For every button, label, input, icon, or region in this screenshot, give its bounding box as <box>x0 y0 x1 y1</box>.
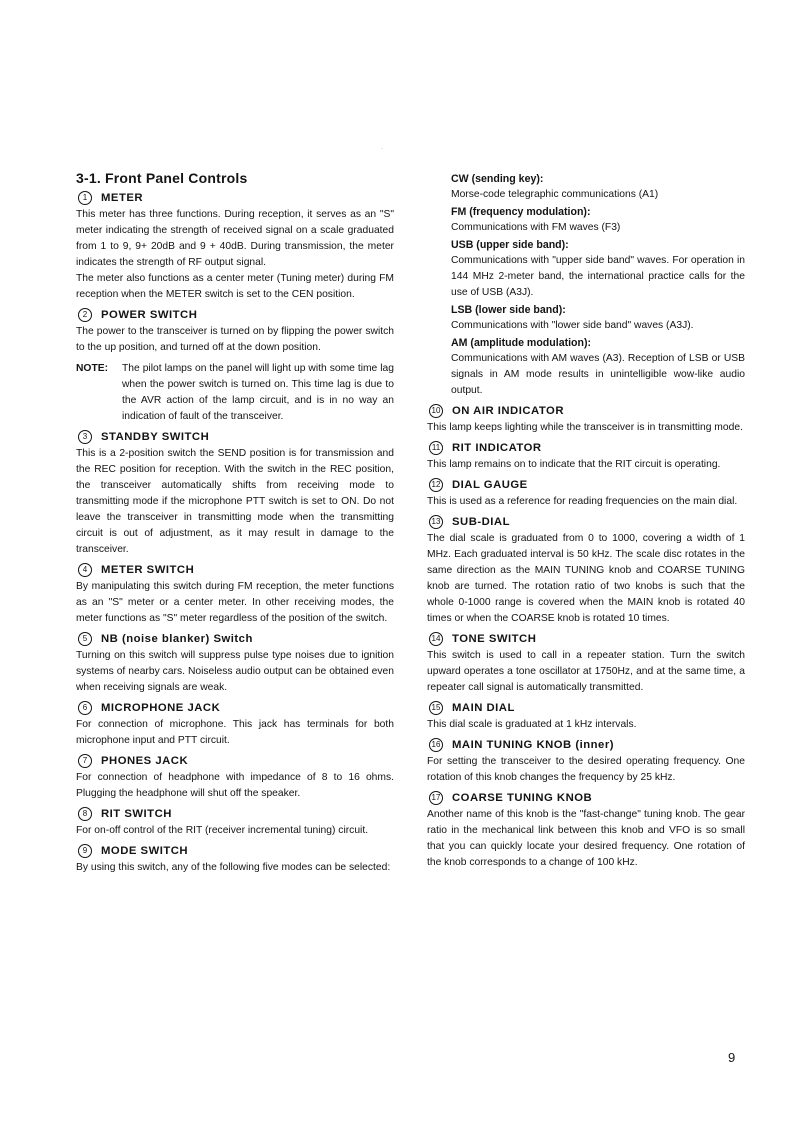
stray-mark: · <box>381 146 383 152</box>
heading-text: TONE SWITCH <box>452 633 537 645</box>
item-number-icon: 6 <box>78 701 92 715</box>
heading-phones-jack <box>76 754 394 768</box>
heading-coarse-tuning-knob <box>427 791 745 805</box>
item-number-icon: 7 <box>78 754 92 768</box>
heading-text: RIT INDICATOR <box>452 442 542 454</box>
item-number-icon: 3 <box>78 430 92 444</box>
item-number-icon: 4 <box>78 563 92 577</box>
paragraph: This lamp remains on to indicate that the RIT circuit is operating. <box>427 459 721 470</box>
paragraph: This switch is used to call in a repeater station. Turn the switch upward operates a tone oscillator at 1750Hz, and at the same time, a repeater call signal is automatically transmitted. <box>427 650 745 693</box>
paragraph: This dial scale is graduated at 1 kHz intervals. <box>427 719 637 730</box>
paragraph: For on-off control of the RIT (receiver incremental tuning) circuit. <box>76 825 369 836</box>
paragraph: By manipulating this switch during FM reception, the meter functions as an "S" meter or a center meter. In other receiving modes, the meter functions as "S" meter regardless of the position of the switch. <box>76 581 394 624</box>
mode-heading: USB (upper side band): <box>451 239 569 251</box>
paragraph: Turning on this switch will suppress pulse type noises due to ignition systems of nearby cars. Noiseless audio output can be obtained even when receiving signals are weak. <box>76 650 394 693</box>
note-block <box>76 361 394 425</box>
heading-text: METER SWITCH <box>101 564 195 576</box>
item-number-icon: 16 <box>429 738 443 752</box>
heading-text: ON AIR INDICATOR <box>452 405 564 417</box>
heading-main-tuning-knob <box>427 738 745 752</box>
heading-meter <box>76 191 394 205</box>
paragraph: This lamp keeps lighting while the transceiver is in transmitting mode. <box>427 422 743 433</box>
heading-text: MAIN TUNING KNOB (inner) <box>452 739 614 751</box>
item-number-icon: 1 <box>78 191 92 205</box>
heading-text: MICROPHONE JACK <box>101 702 221 714</box>
item-number-icon: 12 <box>429 478 443 492</box>
item-number-icon: 9 <box>78 844 92 858</box>
heading-main-dial <box>427 701 745 715</box>
item-number-icon: 14 <box>429 632 443 646</box>
item-number-icon: 17 <box>429 791 443 805</box>
heading-text: COARSE TUNING KNOB <box>452 792 593 804</box>
heading-mode-switch <box>76 844 394 858</box>
heading-text: SUB-DIAL <box>452 516 510 528</box>
heading-text: METER <box>101 192 144 204</box>
heading-text: NB (noise blanker) Switch <box>101 633 253 645</box>
heading-text: MODE SWITCH <box>101 845 189 857</box>
item-number-icon: 10 <box>429 404 443 418</box>
heading-text: MAIN DIAL <box>452 702 515 714</box>
paragraph: The power to the transceiver is turned on by flipping the power switch to the up position, and turned off at the down position. <box>76 326 394 353</box>
paragraph: Another name of this knob is the "fast-change" tuning knob. The gear ratio in the mechanical link between this knob and VFO is so small that you can quickly locate your desired frequency. One rotation of the knob corresponds to a change of 100 kHz. <box>427 809 745 868</box>
item-number-icon: 15 <box>429 701 443 715</box>
heading-on-air-indicator <box>427 404 745 418</box>
mode-text: Communications with FM waves (F3) <box>451 222 621 233</box>
heading-dial-gauge <box>427 478 745 492</box>
paragraph: This is used as a reference for reading frequencies on the main dial. <box>427 496 738 507</box>
mode-heading: AM (amplitude modulation): <box>451 337 592 349</box>
heading-meter-switch <box>76 563 394 577</box>
heading-text: PHONES JACK <box>101 755 189 767</box>
heading-tone-switch <box>427 632 745 646</box>
heading-text: STANDBY SWITCH <box>101 431 210 443</box>
mode-heading: FM (frequency modulation): <box>451 206 591 218</box>
right-column <box>427 170 745 871</box>
paragraph: The meter also functions as a center meter (Tuning meter) during FM reception when the METER switch is set to the CEN position. <box>76 273 394 300</box>
mode-entry <box>451 302 745 334</box>
note-label: NOTE: <box>76 363 109 374</box>
left-column <box>76 170 394 876</box>
paragraph: For connection of headphone with impedance of 8 to 16 ohms. Plugging the headphone will shut off the speaker. <box>76 772 394 799</box>
paragraph: By using this switch, any of the following five modes can be selected: <box>76 862 391 873</box>
mode-heading: LSB (lower side band): <box>451 304 566 316</box>
paragraph: This is a 2-position switch the SEND position is for transmission and the REC position for reception. With the switch in the REC position, the transceiver automatically shifts from receiving mode to transmitting mode if the microphone PTT switch is set to ON. Do not leave the transceiver in transmitting mode when the transmitting circuit is out of adjustment, as it may result in damage to the transceiver. <box>76 448 394 555</box>
note-text: The pilot lamps on the panel will light up with some time lag when the power switch is turned on. This time lag is due to the AVR action of the lamp circuit, and is in no way an indication of fault of the transceiver. <box>122 363 394 422</box>
item-number-icon: 2 <box>78 308 92 322</box>
mode-text: Communications with AM waves (A3). Reception of LSB or USB signals in AM mode results in unintelligible wow-like audio output. <box>451 353 745 396</box>
mode-entry <box>451 204 745 236</box>
item-number-icon: 11 <box>429 441 443 455</box>
heading-rit-indicator <box>427 441 745 455</box>
mode-heading: CW (sending key): <box>451 173 544 185</box>
heading-power-switch <box>76 308 394 322</box>
item-number-icon: 8 <box>78 807 92 821</box>
mode-text: Communications with "upper side band" waves. For operation in 144 MHz 2-meter band, the international practice calls for the use of USB (A3J). <box>451 255 745 298</box>
heading-standby-switch <box>76 430 394 444</box>
item-number-icon: 5 <box>78 632 92 646</box>
page-number: 9 <box>728 1050 736 1065</box>
paragraph: For connection of microphone. This jack has terminals for both microphone input and PTT circuit. <box>76 719 394 746</box>
paragraph: For setting the transceiver to the desired operating frequency. One rotation of this knob changes the frequency by 25 kHz. <box>427 756 745 783</box>
heading-sub-dial <box>427 515 745 529</box>
heading-text: RIT SWITCH <box>101 808 172 820</box>
mode-entry <box>451 335 745 399</box>
mode-entry <box>451 237 745 301</box>
heading-rit-switch <box>76 807 394 821</box>
mode-text: Communications with "lower side band" waves (A3J). <box>451 320 694 331</box>
mode-entry <box>451 171 745 203</box>
heading-microphone-jack <box>76 701 394 715</box>
heading-text: DIAL GAUGE <box>452 479 528 491</box>
section-title: 3-1. Front Panel Controls <box>76 170 248 186</box>
item-number-icon: 13 <box>429 515 443 529</box>
mode-text: Morse-code telegraphic communications (A1) <box>451 189 659 200</box>
heading-text: POWER SWITCH <box>101 309 198 321</box>
paragraph: This meter has three functions. During reception, it serves as an "S" meter indicating the strength of received signal on a scale graduated from 1 to 9, 9+ 20dB and 9 + 40dB. During transmission, the meter indicates the strength of RF output signal. <box>76 209 394 268</box>
paragraph: The dial scale is graduated from 0 to 1000, covering a width of 1 MHz. Each graduated interval is 50 kHz. The scale disc rotates in the same direction as the MAIN TUNING knob and COARSE TUNING knob are turned. The rotation ratio of two knobs is such that the whole 0-1000 range is covered when the MAIN knob is rotated 40 times or when the COARSE knob is rotated 10 times. <box>427 533 745 624</box>
heading-nb-switch <box>76 632 394 646</box>
